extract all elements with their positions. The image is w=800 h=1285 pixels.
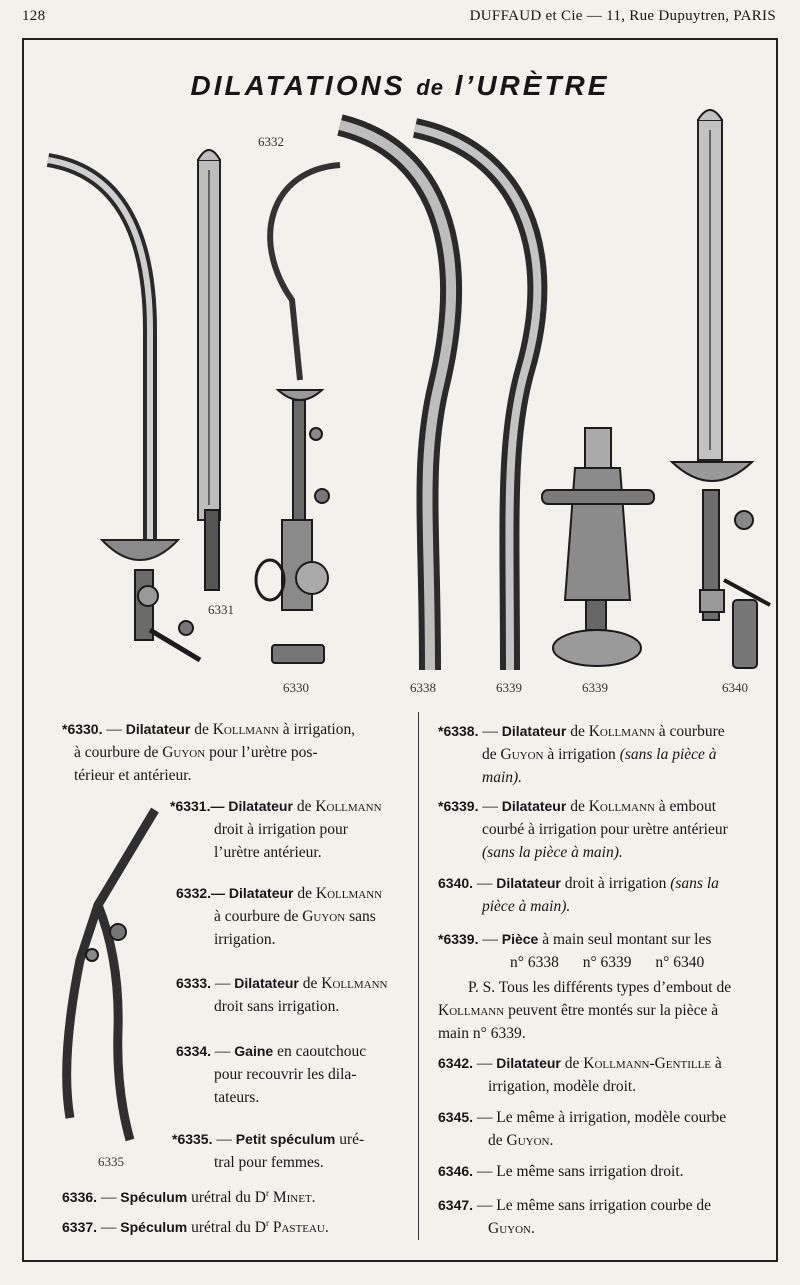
entry-6339-dilator: *6339. — Dilatateur de Kollmann à embout courbé à irrigation pour urètre antérieur (sans la pièce à main). — [438, 798, 728, 861]
dilator-6338-illustration — [340, 125, 451, 670]
entry-6337: 6337. — Spéculum urétral du $D^r$ Pasteau. — [62, 1218, 329, 1237]
page-title: DILATATIONS de l’URÈTRE — [190, 70, 610, 101]
figure-label-6340: 6340 — [722, 680, 748, 695]
figure-label-6339-dilator: 6339 — [496, 680, 522, 695]
entry-6339-handle: *6339. — Pièce à main seul montant sur les n° 6338 n° 6339 n° 6340 — [438, 928, 780, 974]
entry-6333: 6333. — Dilatateur de Kollmann droit sans irrigation. — [176, 975, 388, 1015]
entry-6330: *6330. — Dilatateur de Kollmann à irrigation, à courbure de Guyon pour l’urètre pos- térieur et antérieur. — [62, 721, 356, 784]
column-divider — [418, 712, 419, 1240]
figure-label-6338: 6338 — [410, 680, 436, 695]
dilator-6332-illustration — [256, 165, 340, 663]
entry-6347: 6347. — Le même sans irrigation courbe de Guyon. — [438, 1197, 712, 1237]
entry-6332: 6332.— Dilatateur de Kollmann à courbure de Guyon sans irrigation. — [176, 885, 383, 948]
page-number: 128 — [22, 8, 46, 24]
postscript-note: P. S. Tous les différents types d’embout de Kollmann peuvent être montés sur la pièce à main n° 6339. — [438, 979, 732, 1042]
ref-6339: n° 6339 — [582, 954, 632, 971]
entry-6334: 6334. — Gaine en caoutchouc pour recouvrir les dila- tateurs. — [176, 1043, 367, 1106]
figure-label-6331: 6331 — [208, 602, 234, 617]
handle-6339-illustration — [542, 428, 654, 666]
figure-label-6335: 6335 — [98, 1154, 124, 1169]
entry-6331: *6331.— Dilatateur de Kollmann droit à irrigation pour l’urètre antérieur. — [170, 798, 382, 861]
dilator-6330-illustration — [48, 160, 200, 660]
publisher-header: DUFFAUD et Cie — 11, Rue Dupuytren, PARIS — [469, 8, 776, 24]
entry-6336: 6336. — Spéculum urétral du $D^r$ Minet. — [62, 1188, 316, 1207]
entry-6346: 6346. — Le même sans irrigation droit. — [438, 1163, 684, 1180]
entry-6340: 6340. — Dilatateur droit à irrigation (sans la pièce à main). — [438, 875, 719, 915]
ref-6340: n° 6340 — [655, 954, 705, 971]
speculum-6335-illustration — [67, 810, 155, 1140]
figure-label-6332: 6332 — [258, 134, 284, 149]
entry-6342: 6342. — Dilatateur de Kollmann-Gentille à irrigation, modèle droit. — [438, 1055, 722, 1095]
ref-6338: n° 6338 — [510, 954, 559, 971]
dilator-6331-illustration — [198, 150, 220, 590]
entry-6335: *6335. — Petit spéculum uré- tral pour femmes. — [172, 1131, 365, 1171]
figure-label-6330: 6330 — [283, 680, 309, 695]
entry-6338: *6338. — Dilatateur de Kollmann à courbure de Guyon à irrigation (sans la pièce à main). — [438, 723, 725, 786]
entry-6345: 6345. — Le même à irrigation, modèle courbe de Guyon. — [438, 1109, 727, 1149]
figure-label-6339-handle: 6339 — [582, 680, 608, 695]
dilator-6340-illustration — [672, 110, 770, 668]
